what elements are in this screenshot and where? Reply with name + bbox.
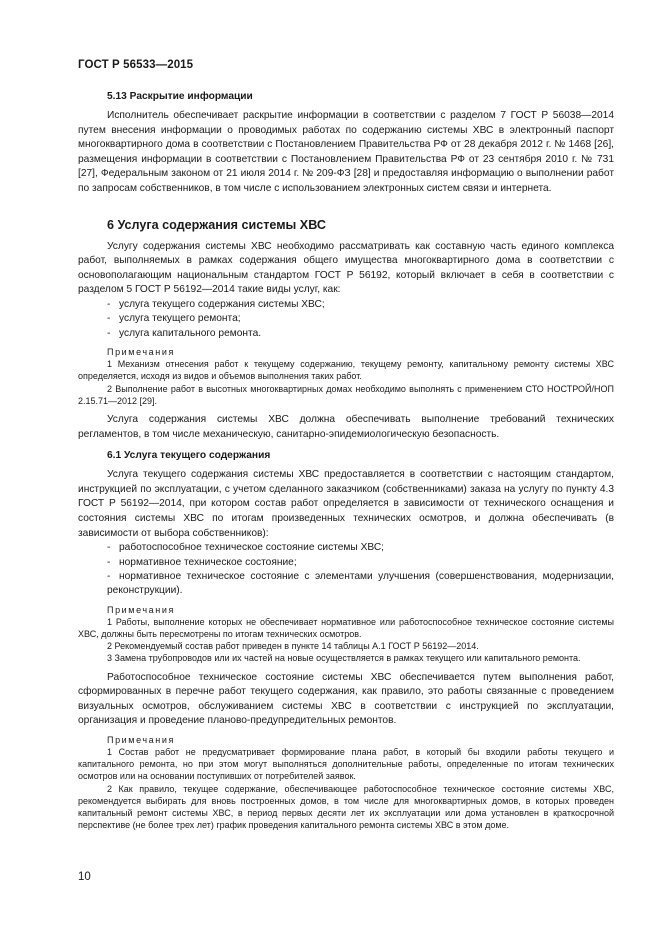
list-item: - услуга капитального ремонта.: [107, 327, 262, 339]
list-item: - услуга текущего ремонта;: [107, 313, 241, 325]
document-code-header: ГОСТ Р 56533—2015: [78, 59, 194, 71]
section-6-1-state-list: [78, 541, 614, 599]
section-5-13-paragraph: Исполнитель обеспечивает раскрытие информации в соответствии с разделом 7 ГОСТ Р 56038—2014 путем внесения информации о проводимых работах по содержанию системы ХВС в электронный паспорт многоквартирного дома в соответствии с Постановлением Правительства РФ от 28 декабря 2012 г. № 1468 [26], размещения информации в соответствии с Постановлением Правительства РФ от 23 сентября 2010 г. № 731 [27], Федеральным законом от 21 июля 2014 г. № 209-ФЗ [28] и предоставляя информацию о выполнении работ по запросам собственников, в том числе с использованием электронных систем связи и интернета.: [78, 110, 614, 194]
list-item: - работоспособное техническое состояние системы ХВС;: [107, 542, 385, 554]
page-number: 10: [78, 871, 91, 883]
note-item: 1 Механизм отнесения работ к текущему содержанию, текущему ремонту, капитальному ремонту системы ХВС определяется, исходя из видов и объемов выполнения таких работ.: [78, 359, 614, 382]
list-item: - нормативное техническое состояние;: [107, 556, 297, 568]
section-6-heading: 6 Услуга содержания системы ХВС: [107, 217, 326, 232]
note-item: 1 Работы, выполнение которых не обеспечивает нормативное или работоспособное техническое состояние системы ХВС, должны быть пересмотрены по итогам технических осмотров.: [78, 616, 614, 639]
section-5-13-heading: 5.13 Раскрытие информации: [107, 91, 253, 102]
note-item: 2 Рекомендуемый состав работ приведен в пункте 14 таблицы А.1 ГОСТ Р 56192—2014.: [107, 641, 479, 652]
note-item: 1 Состав работ не предусматривает формирование плана работ, в который бы входили работы текущего и капитального ремонта, но при этом могут выполняться дополнительные работы, определенные по итогам технических осмотров или на основании поступивших от потребителей заявок.: [78, 746, 614, 782]
section-6-paragraph-1: Услугу содержания системы ХВС необходимо рассматривать как составную часть единого комплекса работ, выполняемых в рамках содержания общего имущества многоквартирного дома в соответствии с основополагающим национальным стандартом ГОСТ Р 56192, который включает в себя в соответствии с разделом 5 ГОСТ Р 56192—2014 такие виды услуг, как:: [78, 240, 614, 296]
list-item: - услуга текущего содержания системы ХВС;: [107, 298, 325, 310]
section-6-1-paragraph-2: Работоспособное техническое состояние системы ХВС обеспечивается путем выполнения работ, сформированных в перечне работ текущего содержания, как правило, это работы связанные с проведением визуальных осмотров, обслуживанием системы ХВС в соответствии с инструкцией по эксплуатации, организация и проведение планово-предупредительных ремонтов.: [78, 671, 614, 727]
page-content: [78, 90, 614, 831]
notes-title: Примечания: [107, 734, 175, 745]
notes-title: Примечания: [107, 604, 175, 615]
section-6-1-heading: 6.1 Услуга текущего содержания: [107, 450, 271, 462]
section-6-paragraph-2: Услуга содержания системы ХВС должна обеспечивать выполнение требований технических регламентов, в том числе механическую, санитарно-эпидемиологическую безопасность.: [78, 413, 614, 440]
section-6-1-paragraph-1: Услуга текущего содержания системы ХВС предоставляется в соответствии с настоящим стандартом, инструкцией по эксплуатации, с учетом сделанного заказчиком (собственниками) заказа на услугу по пункту 4.3 ГОСТ Р 56192—2014, при котором состав работ определяется в зависимости от технического оснащения и состояния системы ХВС по итогам произведенных технических осмотров, и должна обеспечивать (в зависимости от выбора собственников):: [78, 469, 614, 539]
note-item: 2 Как правило, текущее содержание, обеспечивающее работоспособное техническое состояние системы ХВС, рекомендуется выбирать для вновь построенных домов, в том числе для многоквартирных домов, в которых проведен капитальный ремонт системы ХВС, в период первых десяти лет их эксплуатации или дома установлен в краткосрочной перспективе (не более трех лет) график проведения капитального ремонта системы ХВС в этом доме.: [78, 783, 614, 831]
list-item: - нормативное техническое состояние с элементами улучшения (совершенствования, модернизации, реконструкции).: [107, 570, 614, 597]
note-item: 3 Замена трубопроводов или их частей на новые осуществляется в рамках текущего или капитального ремонта.: [107, 653, 581, 664]
notes-title: Примечания: [107, 347, 175, 358]
section-6-service-list: [78, 298, 614, 341]
note-item: 2 Выполнение работ в высотных многоквартирных домах необходимо выполнять с применением СТО НОСТРОЙ/НОП 2.15.71—2012 [29].: [78, 383, 614, 406]
